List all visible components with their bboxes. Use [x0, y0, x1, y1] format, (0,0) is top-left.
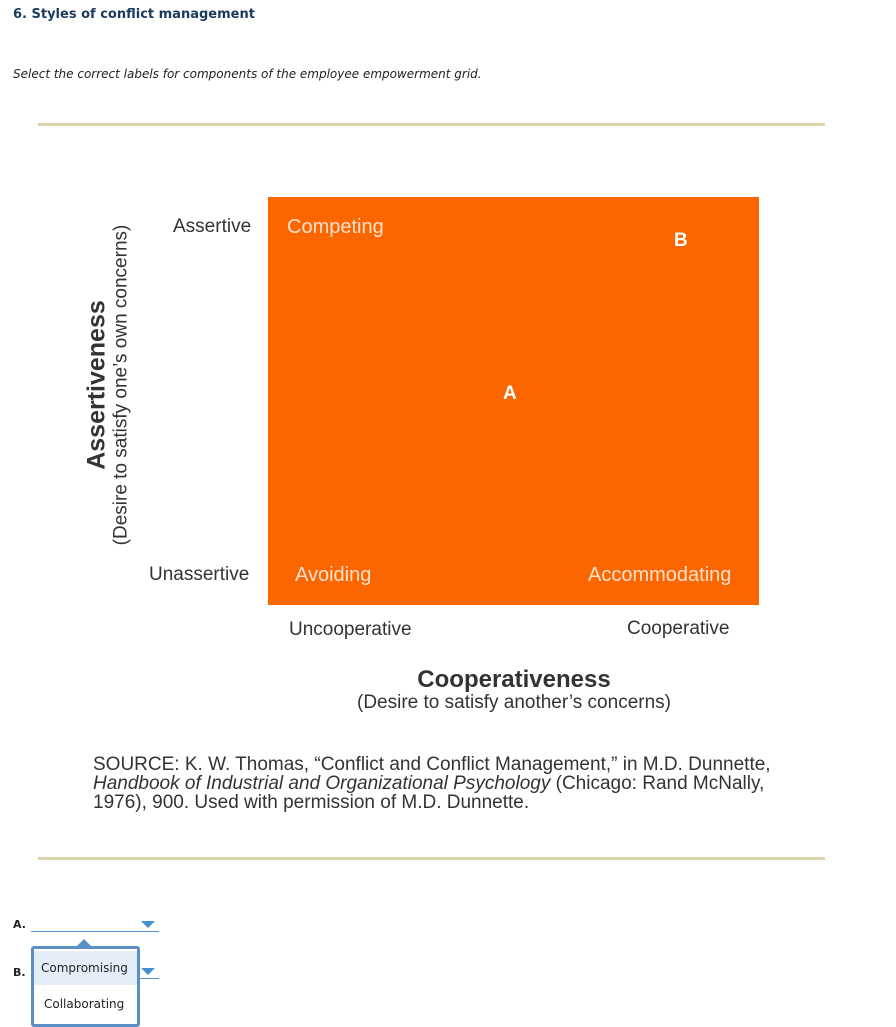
x-axis-high-label: Cooperative	[627, 618, 730, 639]
question-instruction: Select the correct labels for components of the employee empowerment grid.	[13, 67, 482, 81]
chevron-down-icon	[141, 968, 155, 975]
answer-a-label: A.	[13, 918, 26, 931]
chevron-down-icon	[141, 921, 155, 928]
grid-label-competing: Competing	[287, 216, 384, 238]
source-line-2	[93, 774, 773, 793]
grid-label-accommodating: Accommodating	[588, 564, 732, 586]
x-axis-title-text: Cooperativeness	[417, 666, 611, 693]
conflict-grid	[268, 197, 759, 605]
y-axis-low-label: Unassertive	[149, 564, 250, 585]
top-divider	[38, 123, 825, 126]
bottom-divider	[38, 857, 825, 860]
y-axis-title	[84, 225, 133, 546]
option-compromising[interactable]: Compromising	[34, 951, 137, 985]
answer-dropdown-options	[31, 946, 140, 1027]
grid-marker-b: B	[674, 230, 688, 251]
grid-label-avoiding: Avoiding	[295, 564, 372, 586]
dropdown-popup-pointer	[77, 939, 91, 946]
answer-b-label: B.	[13, 966, 26, 979]
option-collaborating[interactable]: Collaborating	[44, 997, 125, 1011]
x-axis-title	[345, 668, 683, 714]
x-axis-subtitle: (Desire to satisfy another’s concerns)	[357, 692, 671, 713]
source-citation	[93, 755, 773, 812]
source-line-3: 1976), 900. Used with permission of M.D. Dunnette.	[93, 792, 530, 813]
y-axis-title-text: Assertiveness	[82, 300, 111, 470]
question-title: 6. Styles of conflict management	[13, 7, 255, 22]
y-axis-high-label: Assertive	[173, 216, 252, 237]
y-axis-subtitle: (Desire to satisfy one’s own concerns)	[110, 224, 132, 546]
grid-marker-a: A	[503, 383, 517, 404]
source-line-1: SOURCE: K. W. Thomas, “Conflict and Conflict Management,” in M.D. Dunnette,	[93, 754, 771, 775]
source-book-title: Handbook of Industrial and Organizational Psychology	[93, 773, 551, 794]
x-axis-low-label: Uncooperative	[289, 619, 412, 640]
source-line-2-rest: (Chicago: Rand McNally,	[550, 773, 765, 794]
answer-a-dropdown[interactable]	[31, 917, 159, 932]
